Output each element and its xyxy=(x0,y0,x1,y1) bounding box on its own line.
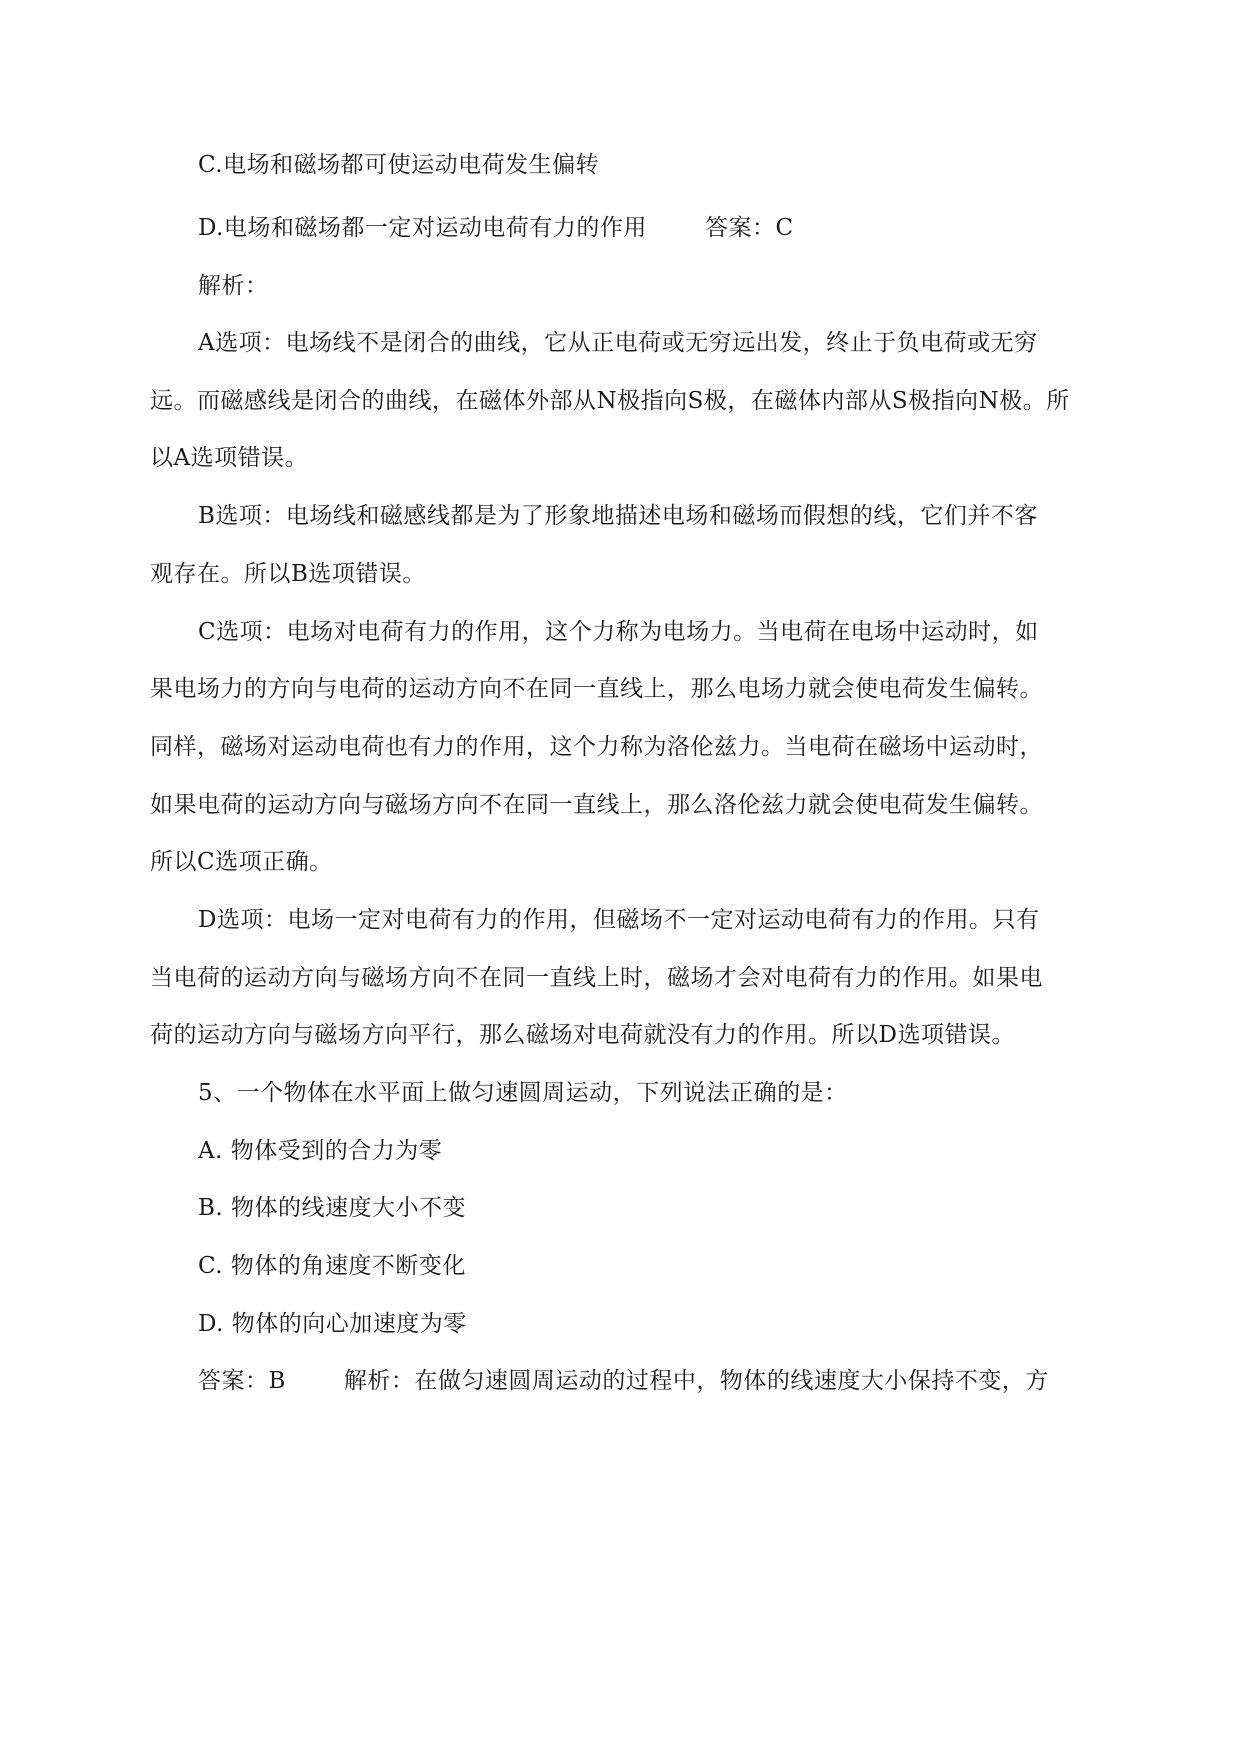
option-d: D.电场和磁场都一定对运动电荷有力的作用 xyxy=(198,215,647,241)
question-5: 5、一个物体在水平面上做匀速圆周运动，下列说法正确的是： xyxy=(198,1080,848,1106)
analysis-d-line-2: 当电荷的运动方向与磁场方向不在同一直线上时，磁场才会对电荷有力的作用。如果电 xyxy=(150,965,1043,991)
question-5-option-d: D. 物体的向心加速度为零 xyxy=(198,1311,467,1337)
analysis-a-line-1: A选项：电场线不是闭合的曲线，它从正电荷或无穷远出发，终止于负电荷或无穷 xyxy=(198,330,1038,356)
question-5-answer-line xyxy=(198,1366,1138,1396)
analysis-d-line-3: 荷的运动方向与磁场方向平行，那么磁场对电荷就没有力的作用。所以D选项错误。 xyxy=(150,1022,1015,1048)
analysis-c-line-5: 所以C选项正确。 xyxy=(150,849,333,875)
analysis-c-line-4: 如果电荷的运动方向与磁场方向不在同一直线上，那么洛伦兹力就会使电荷发生偏转。 xyxy=(150,792,1043,818)
analysis-a-line-2: 远。而磁感线是闭合的曲线，在磁体外部从N极指向S极，在磁体内部从S极指向N极。所 xyxy=(150,388,1070,414)
analysis-a-line-3: 以A选项错误。 xyxy=(150,445,309,471)
answer-q5: 答案：B xyxy=(198,1368,286,1394)
analysis-c-line-2: 果电场力的方向与电荷的运动方向不在同一直线上，那么电场力就会使电荷发生偏转。 xyxy=(150,676,1043,702)
analysis-c-line-3: 同样，磁场对运动电荷也有力的作用，这个力称为洛伦兹力。当电荷在磁场中运动时， xyxy=(150,734,1043,760)
analysis-heading: 解析： xyxy=(198,273,269,299)
option-c: C.电场和磁场都可使运动电荷发生偏转 xyxy=(198,152,600,178)
analysis-q5: 解析：在做匀速圆周运动的过程中，物体的线速度大小保持不变，方 xyxy=(343,1368,1049,1394)
option-c-line xyxy=(198,150,1138,180)
answer-q4: 答案：C xyxy=(704,215,794,241)
question-5-option-a: A. 物体受到的合力为零 xyxy=(198,1138,443,1164)
question-5-option-c: C. 物体的角速度不断变化 xyxy=(198,1253,466,1279)
analysis-c-line-1: C选项：电场对电荷有力的作用，这个力称为电场力。当电荷在电场中运动时，如 xyxy=(198,619,1039,645)
analysis-d-line-1: D选项：电场一定对电荷有力的作用，但磁场不一定对运动电荷有力的作用。只有 xyxy=(198,907,1040,933)
question-5-option-b: B. 物体的线速度大小不变 xyxy=(198,1195,467,1221)
option-d-line xyxy=(198,213,1138,243)
analysis-b-line-1: B选项：电场线和磁感线都是为了形象地描述电场和磁场而假想的线，它们并不客 xyxy=(198,503,1038,529)
analysis-b-line-2: 观存在。所以B选项错误。 xyxy=(150,561,426,587)
